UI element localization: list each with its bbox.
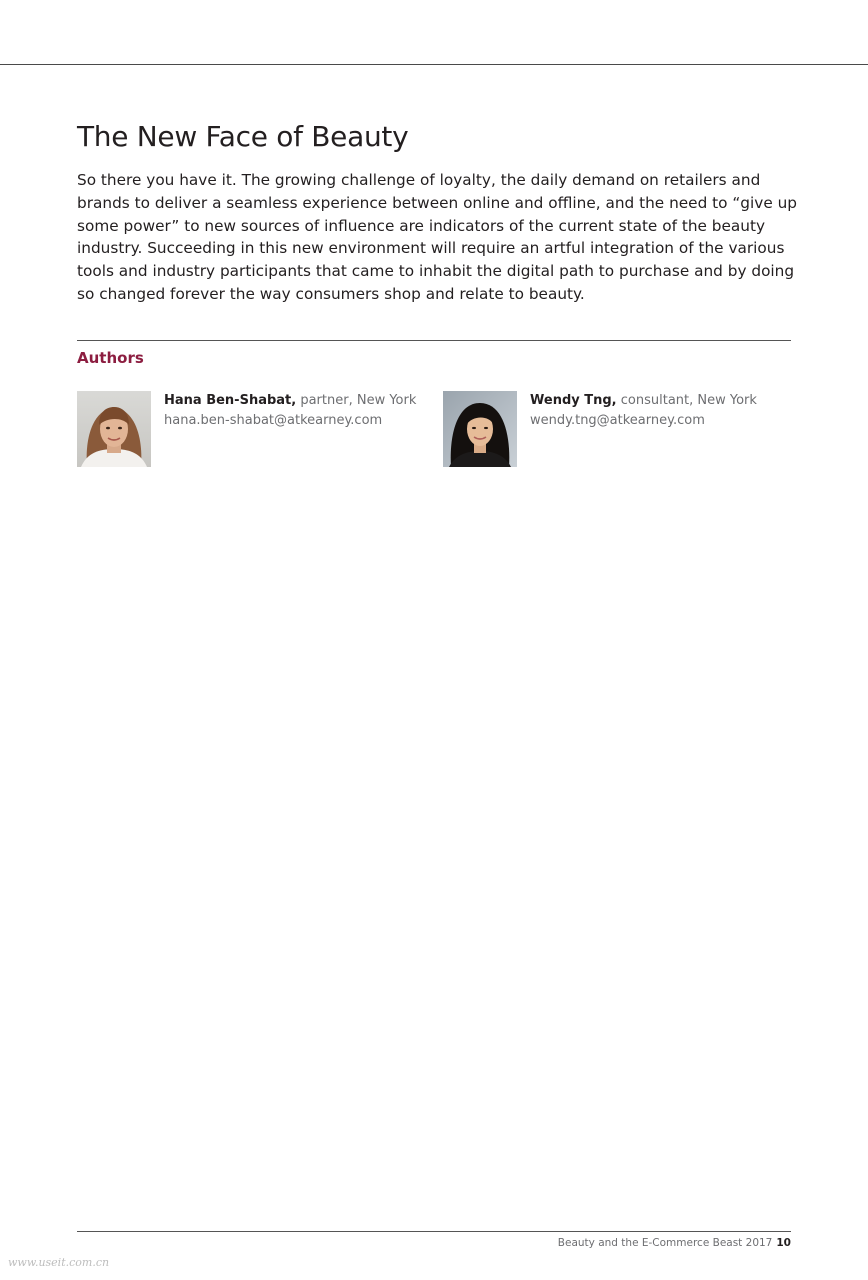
publication-title: Beauty and the E-Commerce Beast 2017 [557,1237,773,1249]
author-photo [443,391,517,467]
footer-divider [77,1231,791,1232]
author-role: consultant, New York [616,393,757,408]
author-email[interactable]: wendy.tng@atkearney.com [530,412,705,428]
watermark: www.useit.com.cn [8,1256,110,1269]
author-card [443,391,793,467]
author-portrait-icon [77,391,151,467]
author-card [77,391,427,467]
author-info [530,391,800,430]
author-role: partner, New York [296,393,417,408]
author-email[interactable]: hana.ben-shabat@atkearney.com [164,412,383,428]
body-paragraph: So there you have it. The growing challenge of loyalty, the daily demand on retailers and brands to deliver a seamless experience between online and offline, and the need to “give up some power” to new sources of influence are indicators of the current state of the beauty industry. Succeeding in this new environment will require an artful integration of the various tools and industry participants that came to inhabit the digital path to purchase and by doing so changed forever the way consumers shop and relate to beauty. [77,171,797,303]
page-title: The New Face of Beauty [77,120,409,153]
top-divider [0,64,868,65]
author-name: Wendy Tng, [530,393,617,408]
author-portrait-icon [443,391,517,467]
author-photo [77,391,151,467]
authors-heading: Authors [77,349,144,367]
section-divider [77,340,791,341]
author-name: Hana Ben-Shabat, [164,393,297,408]
page-footer [558,1237,791,1249]
page-number: 10 [776,1237,791,1249]
author-info [164,391,434,430]
